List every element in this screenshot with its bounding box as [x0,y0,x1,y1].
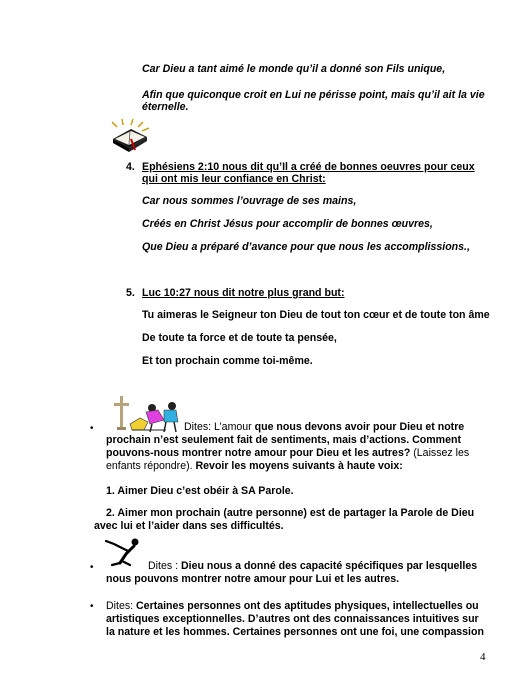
item-4-number: 4. [126,161,135,173]
item-4-heading-1: Ephésiens 2:10 nous dit qu’Il a créé de bonnes oeuvres pour ceux [142,161,475,173]
bullet-1: • [90,423,94,434]
bullet-1-sub-2b: avec lui et l’aider dans ses difficultés. [94,520,284,532]
item-5-verse-3: Et ton prochain comme toi-même. [142,355,313,367]
bullet-3-line-1: Dites: Certaines personnes ont des aptitudes physiques, intellectuelles ou [106,600,479,612]
bullet-2: • [90,562,94,573]
item-4-verse-1: Car nous sommes l’ouvrage de ses mains, [142,195,357,207]
bullet-1-sub-2a: 2. Aimer mon prochain (autre personne) est de partager la Parole de Dieu [106,507,475,519]
bullet-3-line-3: la nature et les hommes. Certaines personnes ont une foi, une compassion [106,626,484,638]
item-4-verse-3: Que Dieu a préparé d’avance pour que nous les accomplissions., [142,241,470,253]
item-4-verse-2: Créés en Christ Jésus pour accomplir de bonnes œuvres, [142,218,433,230]
bullet-1-line-4: enfants répondre). Revoir les moyens suivants à haute voix: [106,460,403,472]
quote-line-2: Afin que quiconque croit en Lui ne périsse point, mais qu’il ait la vie [142,89,485,101]
bullet-3: • [90,601,94,612]
item-4-heading-2: qui ont mis leur confiance en Christ: [142,173,326,185]
bullet-3-line-2: artistiques exceptionnelles. D’autres ont des connaissances intuitives sur [106,613,479,625]
bullet-1-line-3: pouvons-nous montrer notre amour pour Dieu et les autres? (Laissez les [106,447,470,459]
bible-icon [109,119,151,153]
bullet-2-line-2: nous pouvons montrer notre amour pour Lui et les autres. [106,573,400,585]
item-5-verse-1: Tu aimeras le Seigneur ton Dieu de tout ton cœur et de toute ton âme [142,309,490,321]
bullet-1-line-2: prochain n’est seulement fait de sentiments, mais d’actions. Comment [106,434,461,446]
item-5-heading: Luc 10:27 nous dit notre plus grand but: [142,287,345,299]
bullet-1-line-1: Dites: L’amour que nous devons avoir pour Dieu et notre [184,421,465,433]
item-5-number: 5. [126,287,135,299]
bullet-2-line-1: Dites : Dieu nous a donné des capacité spécifiques par lesquelles [148,560,478,572]
quote-line-1: Car Dieu a tant aimé le monde qu’il a donné son Fils unique, [142,63,446,75]
item-5-verse-2: De toute ta force et de toute ta pensée, [142,332,337,344]
stretching-figure-icon [104,537,144,567]
page-number: 4 [480,651,486,663]
bullet-1-sub-1: 1. Aimer Dieu c’est obéir à SA Parole. [106,485,294,497]
quote-line-3: éternelle. [142,101,189,113]
cross-and-people-icon [106,394,184,434]
